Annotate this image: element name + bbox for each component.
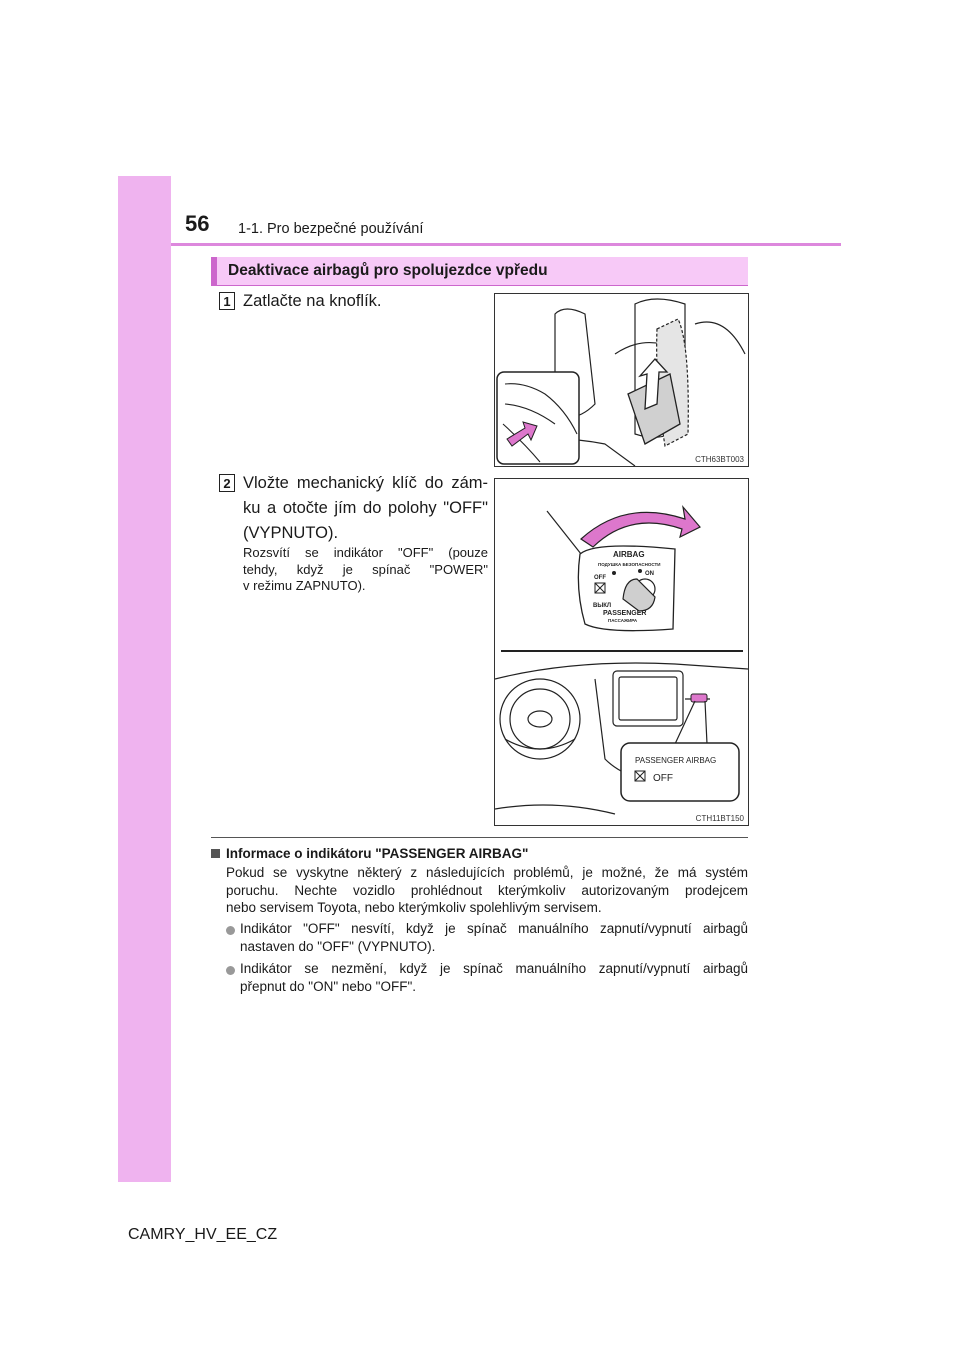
bullet-1-line-1: Indikátor "OFF" nesvítí, když je spínač manuálního zapnutí/vypnutí airbagů bbox=[240, 921, 748, 936]
indicator-label: PASSENGER AIRBAG bbox=[635, 756, 717, 765]
indicator-off: OFF bbox=[653, 773, 673, 784]
switch-airbag: AIRBAG bbox=[613, 550, 645, 559]
step-2-line-1: Vložte mechanický klíč do zám- bbox=[243, 474, 488, 492]
switch-airbag-ru: ПОДУШКА БЕЗОПАСНОСТИ bbox=[598, 562, 661, 567]
step-2-note-line-2: tehdy, když je spínač "POWER" bbox=[243, 561, 488, 577]
bullet-2 bbox=[240, 960, 748, 995]
section-rule bbox=[211, 837, 748, 838]
info-title bbox=[211, 846, 528, 861]
step-number-2: 2 bbox=[219, 474, 235, 492]
step-1-text: Zatlačte na knoflík. bbox=[243, 292, 382, 310]
step-2-text bbox=[243, 471, 488, 546]
heading-text: Deaktivace airbagů pro spolujezdce vpředu bbox=[228, 262, 548, 279]
bullet-1-line-2: nastaven do "OFF" (VYPNUTO). bbox=[240, 938, 436, 954]
figure-code-2: CTH11BT150 bbox=[695, 814, 744, 823]
switch-passenger-ru: ПАССАЖИРА bbox=[608, 618, 638, 623]
info-intro-line-2: poruchu. Nechte vozidlo prohlédnout kterýmkoliv autorizovaným prodejcem bbox=[226, 882, 748, 898]
step-2-note bbox=[243, 545, 488, 595]
step-2-note-line-1: Rozsvítí se indikátor "OFF" (pouze bbox=[243, 545, 488, 560]
footer-model-code: CAMRY_HV_EE_CZ bbox=[128, 1226, 278, 1243]
bullet-1 bbox=[240, 920, 748, 955]
info-intro-line-3: nebo servisem Toyota, nebo kterýmkoliv spolehlivým servisem. bbox=[226, 900, 602, 915]
switch-on: ON bbox=[645, 571, 654, 577]
info-intro bbox=[226, 864, 748, 917]
figure-key-switch bbox=[494, 478, 749, 826]
bullet-2-line-1: Indikátor se nezmění, když je spínač manuálního zapnutí/vypnutí airbagů bbox=[240, 961, 748, 976]
switch-passenger: PASSENGER bbox=[603, 610, 647, 617]
step-number-1: 1 bbox=[219, 292, 235, 310]
step-2-line-3: (VYPNUTO). bbox=[243, 524, 339, 542]
step-2-line-2: ku a otočte jím do polohy "OFF" bbox=[243, 499, 488, 517]
section-title: 1-1. Pro bezpečné používání bbox=[238, 221, 424, 237]
heading-bar bbox=[211, 257, 748, 285]
bullet-icon-1 bbox=[226, 926, 235, 935]
side-band bbox=[118, 176, 171, 1182]
bullet-2-line-2: přepnut do "ON" nebo "OFF". bbox=[240, 978, 417, 994]
step-2-note-line-3: v režimu ZAPNUTO). bbox=[243, 578, 366, 593]
square-bullet-icon bbox=[211, 849, 220, 858]
heading-line bbox=[211, 285, 748, 286]
bullet-icon-2 bbox=[226, 966, 235, 975]
info-title-text: Informace o indikátoru "PASSENGER AIRBAG" bbox=[226, 846, 529, 861]
switch-off: OFF bbox=[594, 575, 606, 581]
info-intro-line-1: Pokud se vyskytne některý z následujících problémů, je možné, že má systém bbox=[226, 865, 748, 880]
header-rule bbox=[171, 243, 841, 246]
figure-push-knob bbox=[494, 293, 749, 467]
switch-off-ru: ВЫКЛ bbox=[593, 603, 612, 609]
page-number: 56 bbox=[185, 211, 210, 236]
figure-code-1: CTH63BT003 bbox=[695, 455, 744, 464]
